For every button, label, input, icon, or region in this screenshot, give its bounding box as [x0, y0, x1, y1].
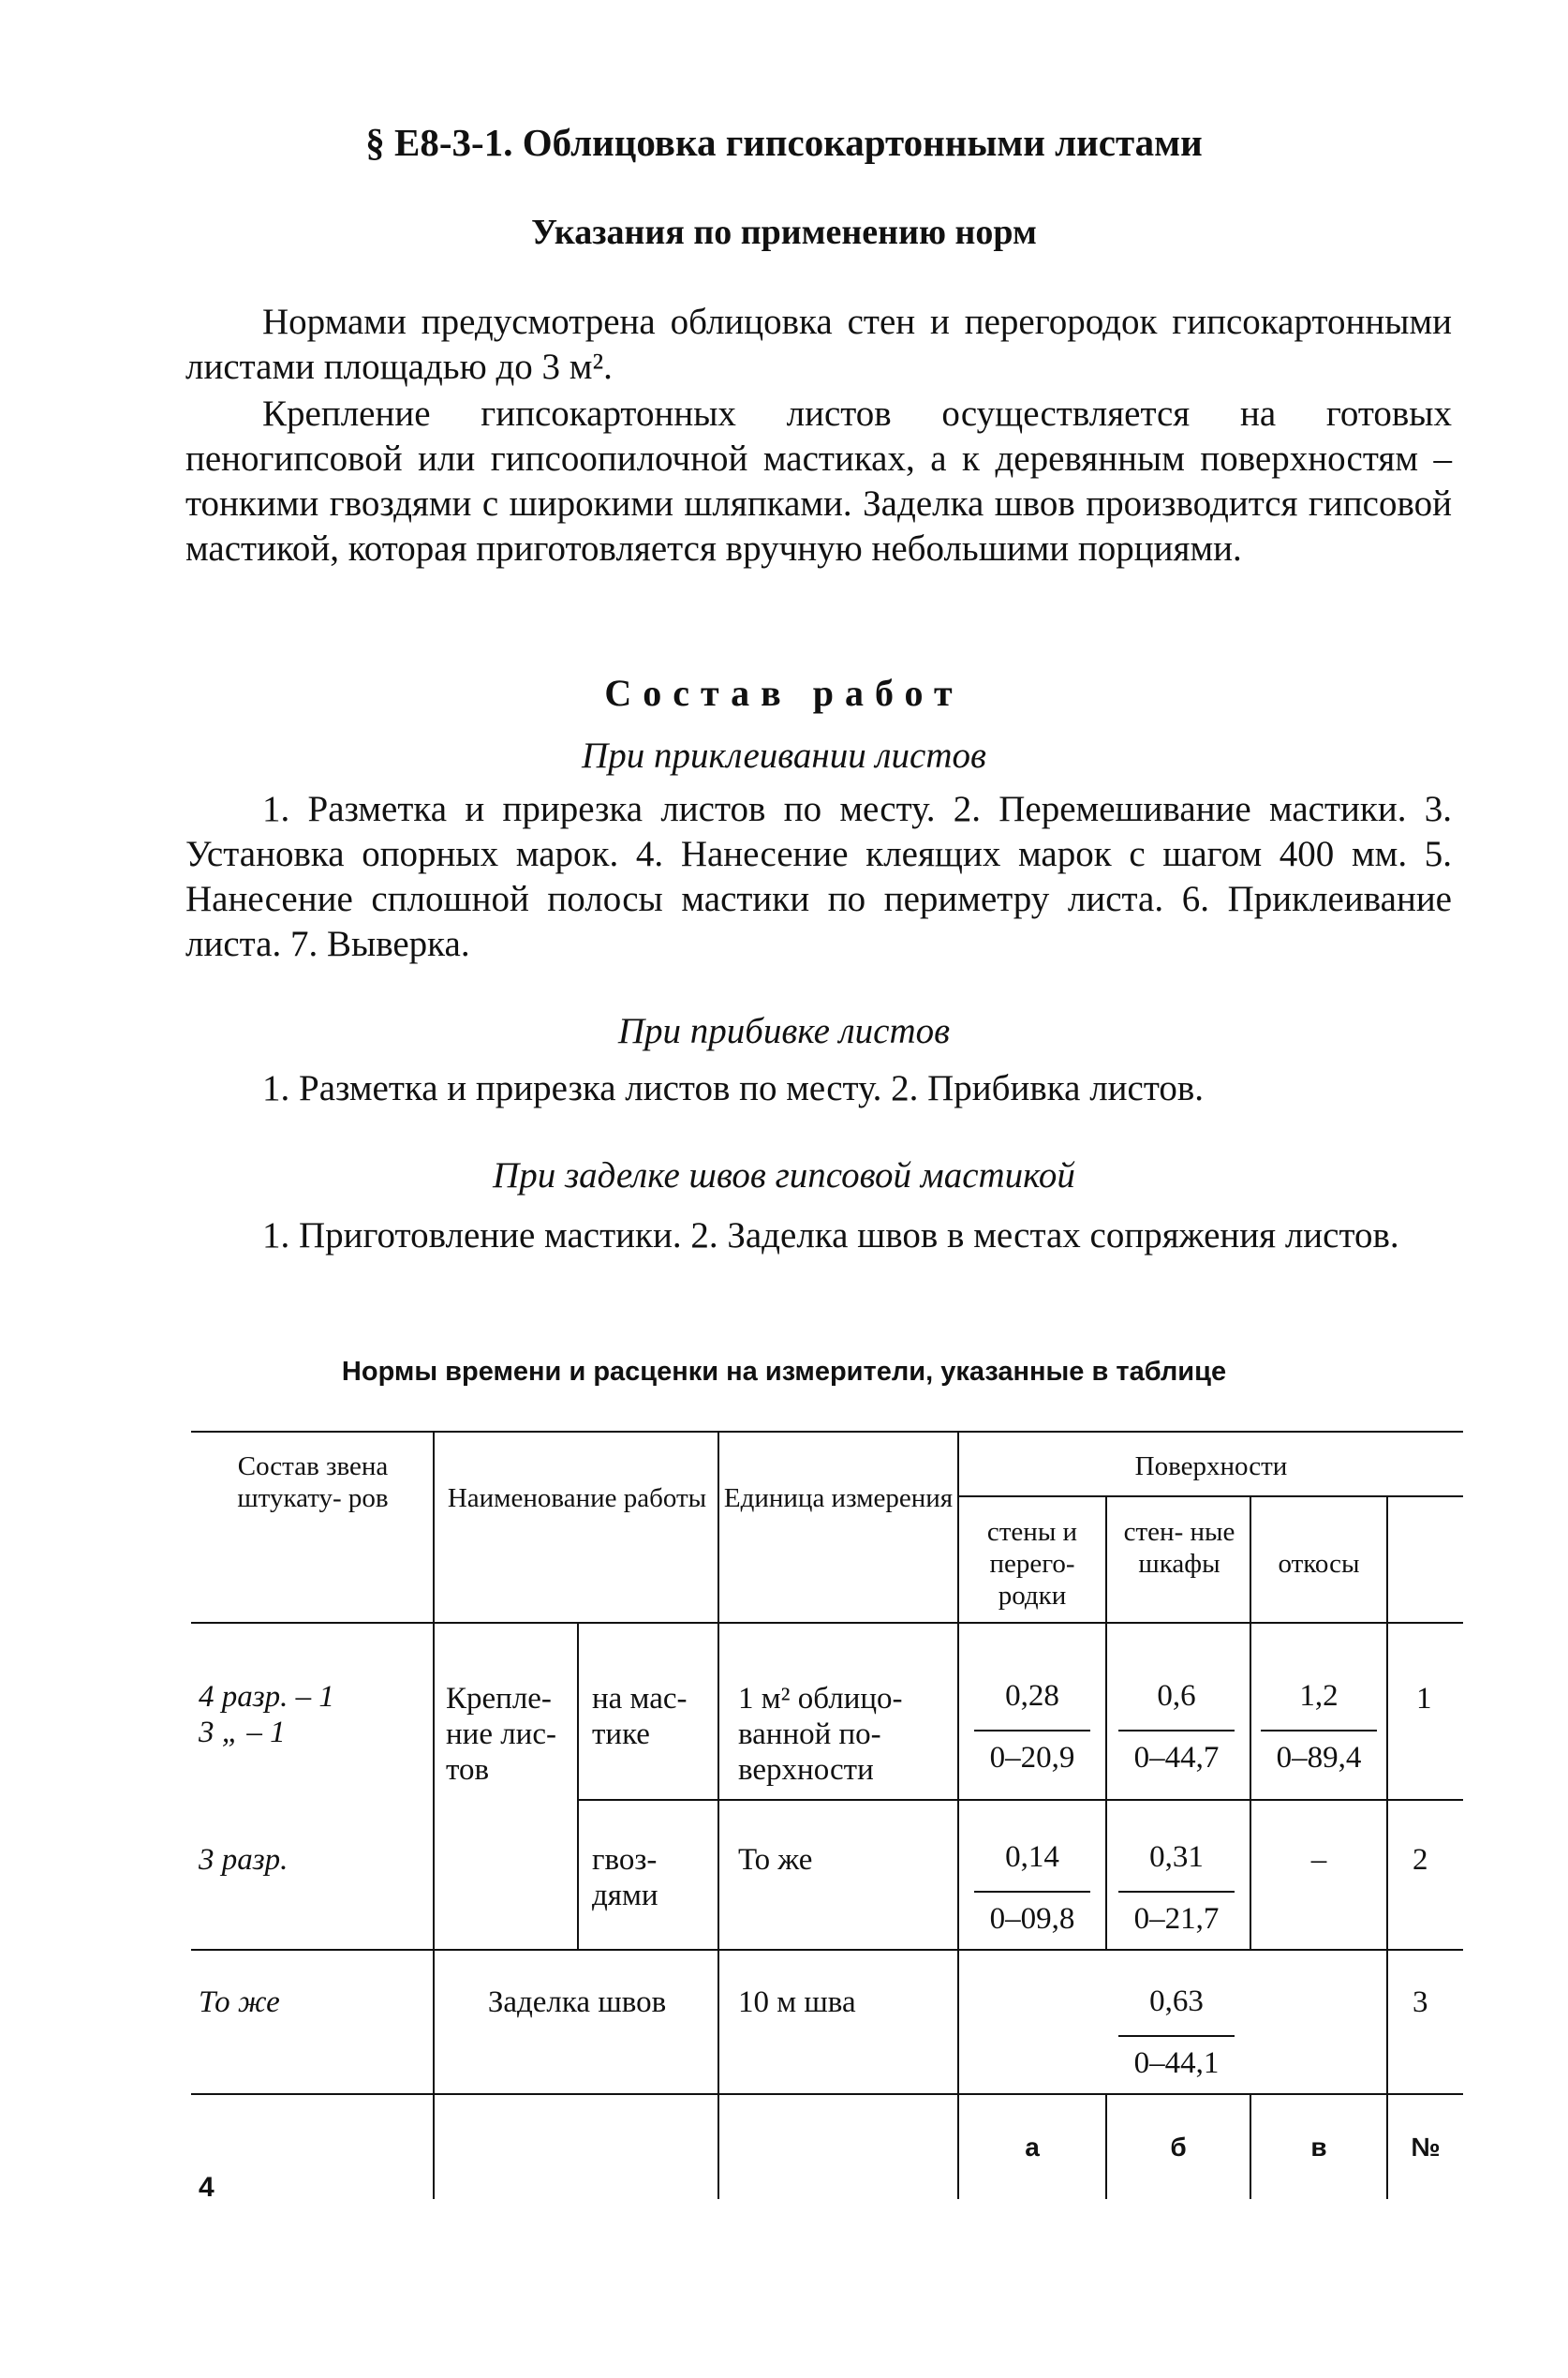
section-title: § Е8-3-1. Облицовка гипсокартонными листами: [365, 121, 1203, 164]
row1-cabinets-norm: 0,6: [1157, 1679, 1196, 1713]
row2-work-sub: гвоз- дями: [592, 1843, 658, 1912]
row3-combined-rate: 0–44,1: [1133, 2046, 1220, 2080]
header-crew: Состав звена штукату- ров: [237, 1451, 389, 1513]
row2-cabinets-norm: 0,31: [1149, 1840, 1204, 1874]
row2-walls-norm: 0,14: [1005, 1840, 1059, 1874]
paragraph-fastening: Крепление гипсокартонных листов осуществляется на готовых пеногипсовой или гипсоопилочной мастиках, а к деревянным поверхностям – тонкими гвоздями с широкими шляпками. Заделка швов производится гипсовой мастикой, которая приготовляется вручную небольшими порциями.: [185, 394, 1452, 569]
col-rule-6: [1386, 1497, 1388, 2199]
column-mark-a: а: [1025, 2133, 1040, 2162]
row1-cabinets-value: [1111, 1679, 1242, 1776]
row1-work-sub: на мас- тике: [592, 1682, 688, 1751]
header-walls: стены и перего- родки: [986, 1517, 1078, 1611]
row1-walls-rate: 0–20,9: [989, 1741, 1075, 1775]
row1-work-group: Крепле- ние лис- тов: [446, 1682, 556, 1787]
header-cabinets: стен- ные шкафы: [1123, 1517, 1235, 1579]
row3-number: 3: [1413, 1985, 1428, 2019]
column-mark-c: в: [1310, 2133, 1327, 2162]
column-mark-b: б: [1170, 2133, 1187, 2162]
col-rule-5a: [1250, 1497, 1251, 1949]
column-mark-number: №: [1411, 2133, 1441, 2162]
work-subheading-seams: При заделке швов гипсовой мастикой: [493, 1155, 1075, 1196]
row3-work-name: Заделка швов: [487, 1985, 667, 2019]
row1-reveals-norm: 1,2: [1299, 1679, 1339, 1713]
row1-crew-line1: 4 разр. – 1: [199, 1680, 334, 1714]
paragraph-norms: Нормами предусмотрена облицовка стен и перегородок гипсокартонными листами площадью до 3 м².: [185, 302, 1452, 387]
row3-bottom-rule: [191, 2093, 1463, 2095]
row1-cabinets-rate: 0–44,7: [1133, 1741, 1220, 1775]
header-unit: Единица измерения: [723, 1483, 954, 1513]
row3-unit: 10 м шва: [738, 1985, 856, 2019]
work-subheading-gluing: При приклеивании листов: [582, 736, 986, 776]
table-top-rule: [191, 1431, 1463, 1433]
header-surfaces: Поверхности: [1134, 1451, 1288, 1481]
row1-bottom-rule: [577, 1799, 1463, 1801]
page-number: 4: [199, 2172, 214, 2203]
row3-crew: То же: [199, 1985, 280, 2019]
row2-walls-rate: 0–09,8: [989, 1902, 1075, 1936]
col-rule-4a: [1105, 1497, 1107, 1949]
row3-combined-value: [1111, 1984, 1242, 2081]
row2-reveals-value: –: [1310, 1843, 1327, 1877]
col-rule-2: [717, 1431, 719, 2199]
guidelines-subtitle: Указания по применению норм: [531, 213, 1037, 252]
row2-unit: То же: [738, 1843, 813, 1877]
work-steps-nailing: 1. Разметка и прирезка листов по месту. 2. Прибивка листов.: [262, 1068, 1205, 1108]
work-steps-gluing: 1. Разметка и прирезка листов по месту. 2. Перемешивание мастики. 3. Установка опорных марок. 4. Нанесение клеящих марок с шагом 400 мм. 5. Нанесение сплошной полосы мастики по периметру листа. 6. Приклеивание листа. 7. Выверка.: [185, 789, 1452, 964]
row2-cabinets-value: [1111, 1840, 1242, 1937]
row2-bottom-rule: [191, 1949, 1463, 1951]
row1-reveals-rate: 0–89,4: [1276, 1741, 1362, 1775]
row3-combined-norm: 0,63: [1149, 1984, 1204, 2018]
header-work-name: Наименование работы: [447, 1483, 707, 1513]
surfaces-rule: [957, 1495, 1463, 1497]
col-rule-1: [433, 1431, 435, 2199]
header-reveals: откосы: [1278, 1549, 1360, 1579]
row2-crew: 3 разр.: [199, 1843, 288, 1877]
header-bottom-rule: [191, 1622, 1463, 1624]
row1-reveals-value: [1253, 1679, 1384, 1776]
row1-unit: 1 м² облицо- ванной по- верхности: [738, 1682, 903, 1787]
row2-cabinets-rate: 0–21,7: [1133, 1902, 1220, 1936]
row1-crew-line2: 3 „ – 1: [199, 1716, 286, 1749]
col-rule-work-sub: [577, 1622, 579, 1949]
works-heading: Состав работ: [604, 672, 964, 714]
row1-number: 1: [1416, 1682, 1432, 1716]
table-caption: Нормы времени и расценки на измерители, указанные в таблице: [341, 1357, 1227, 1387]
row2-number: 2: [1413, 1843, 1428, 1877]
row1-walls-norm: 0,28: [1005, 1679, 1059, 1713]
row2-walls-value: [967, 1840, 1098, 1937]
work-steps-seams: 1. Приготовление мастики. 2. Заделка швов в местах сопряжения листов.: [262, 1215, 1399, 1256]
work-subheading-nailing: При прибивке листов: [617, 1011, 951, 1051]
row1-walls-value: [967, 1679, 1098, 1776]
